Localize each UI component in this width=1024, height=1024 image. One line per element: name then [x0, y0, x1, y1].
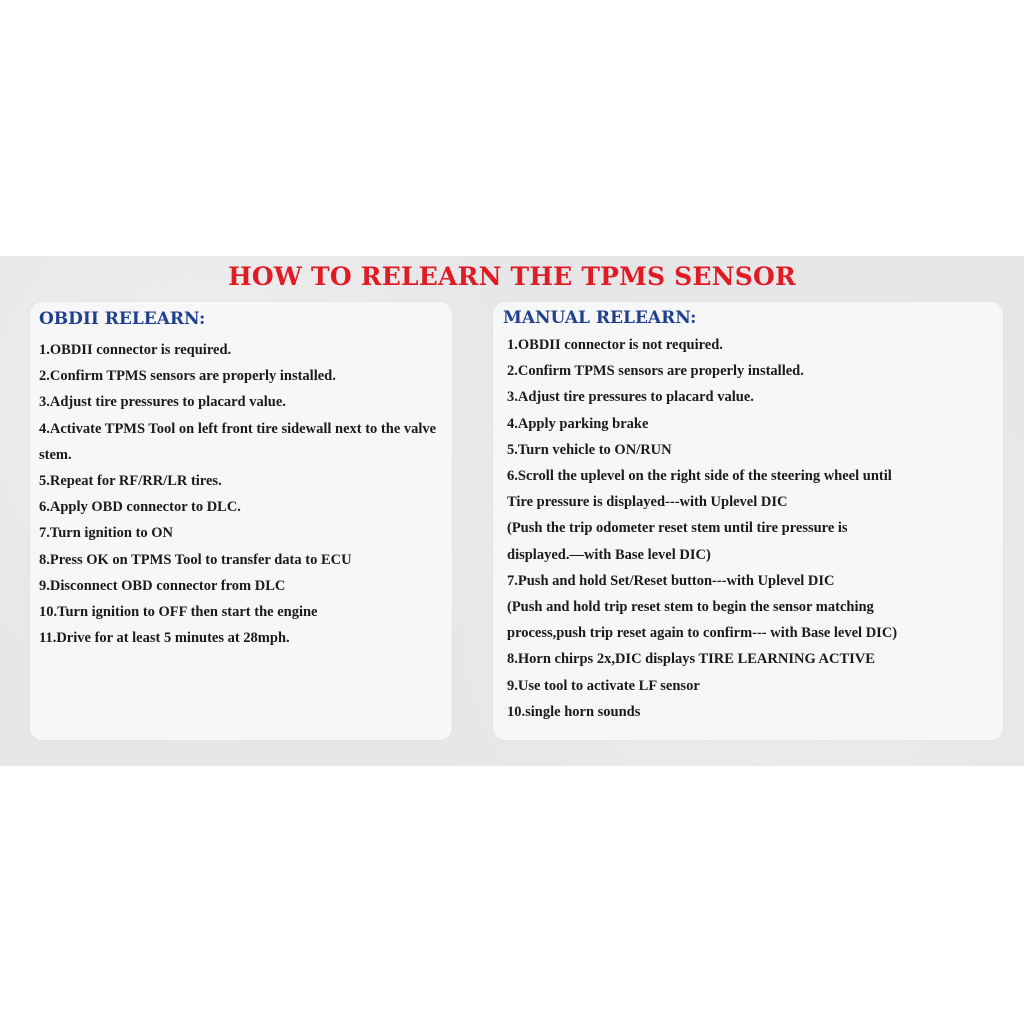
obdii-step: 7.Turn ignition to ON	[39, 525, 174, 542]
manual-relearn-panel	[493, 302, 1003, 740]
manual-step-line: (Push the trip odometer reset stem until tire pressure is	[507, 520, 848, 537]
manual-step-line: displayed.—with Base level DIC)	[507, 546, 711, 563]
manual-step-line: 3.Adjust tire pressures to placard value.	[507, 389, 754, 406]
manual-step-line: 10.single horn sounds	[507, 703, 641, 720]
obdii-step: 8.Press OK on TPMS Tool to transfer data to ECU	[39, 551, 352, 568]
manual-relearn-heading: MANUAL RELEARN:	[503, 308, 697, 328]
obdii-step: 10.Turn ignition to OFF then start the engine	[39, 604, 318, 621]
obdii-step: 9.Disconnect OBD connector from DLC	[39, 577, 286, 594]
manual-step-line: Tire pressure is displayed---with Uplevel DIC	[507, 494, 788, 511]
manual-step-line: process,push trip reset again to confirm--- with Base level DIC)	[507, 625, 898, 642]
obdii-step: 3.Adjust tire pressures to placard value.	[39, 394, 286, 411]
manual-step-line: 5.Turn vehicle to ON/RUN	[507, 441, 672, 458]
manual-steps-list	[507, 332, 999, 725]
manual-step-line: 1.OBDII connector is not required.	[507, 337, 723, 353]
obdii-relearn-panel	[30, 302, 452, 740]
obdii-step: 6.Apply OBD connector to DLC.	[39, 499, 241, 516]
obdii-step: 4.Activate TPMS Tool on left front tire sidewall next to the valve stem.	[39, 420, 437, 463]
obdii-step: 1.OBDII connector is required.	[39, 342, 232, 358]
obdii-step: 5.Repeat for RF/RR/LR tires.	[39, 473, 222, 490]
manual-step-line: 6.Scroll the uplevel on the right side of the steering wheel until	[507, 468, 892, 485]
manual-step-line: 4.Apply parking brake	[507, 415, 649, 432]
obdii-steps-list	[39, 337, 449, 651]
obdii-relearn-heading: OBDII RELEARN:	[39, 309, 206, 329]
manual-step-line: 2.Confirm TPMS sensors are properly installed.	[507, 363, 804, 380]
manual-step-line: 8.Horn chirps 2x,DIC displays TIRE LEARNING ACTIVE	[507, 651, 875, 668]
manual-step-line: 9.Use tool to activate LF sensor	[507, 677, 700, 694]
manual-step-line: (Push and hold trip reset stem to begin the sensor matching	[507, 599, 874, 616]
obdii-step: 2.Confirm TPMS sensors are properly installed.	[39, 368, 336, 385]
manual-step-line: 7.Push and hold Set/Reset button---with Uplevel DIC	[507, 572, 835, 589]
obdii-step: 11.Drive for at least 5 minutes at 28mph.	[39, 630, 290, 647]
page-title: HOW TO RELEARN THE TPMS SENSOR	[228, 262, 796, 291]
